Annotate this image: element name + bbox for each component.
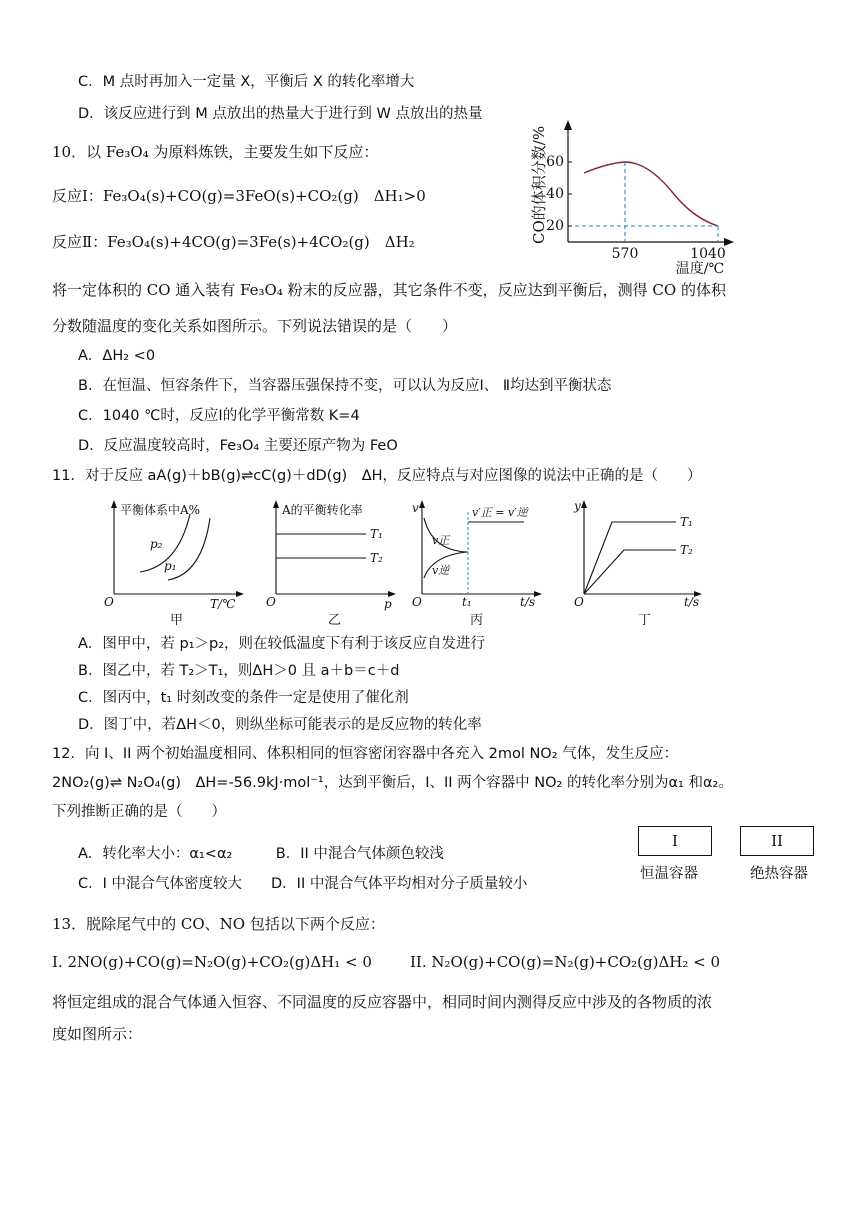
q11-option-a: A．图甲中，若 p₁＞p₂，则在较低温度下有利于该反应自发进行 [78, 636, 486, 652]
q12-options-ab: A．转化率大小：α₁<α₂ B．II 中混合气体颜色较浅 [78, 846, 444, 862]
yi-caption: 乙 [328, 613, 342, 626]
q10-stem: 10．以 Fe₃O₄ 为原料炼铁，主要发生如下反应： [52, 143, 379, 161]
q13-line1: 将恒定组成的混合气体通入恒容、不同温度的反应容器中，相同时间内测得反应中涉及的各物质的浓 [52, 993, 713, 1011]
bing-t1: t₁ [462, 595, 472, 609]
q11-option-d: D．图丁中，若ΔH＜0，则纵坐标可能表示的是反应物的转化率 [78, 717, 482, 733]
q13-stem: 13．脱除尾气中的 CO、NO 包括以下两个反应： [52, 915, 385, 933]
container-ii-label: 绝热容器 [750, 866, 808, 882]
bing-label-vn: v逆 [432, 564, 450, 577]
ding-line-t1 [584, 522, 676, 594]
bing-label-vz: v正 [432, 534, 450, 547]
ytick-40: 40 [546, 186, 564, 202]
y-axis-label: CO的体积分数/% [530, 125, 548, 244]
ding-xlabel: t/s [684, 595, 700, 609]
bing-xlabel: t/s [520, 595, 536, 609]
q10-desc-line2: 分数随温度的变化关系如图所示。下列说法错误的是（ ） [52, 317, 458, 335]
bing-eq-label: v′正 = v′逆 [472, 506, 528, 519]
xtick-570: 570 [611, 246, 639, 262]
q10-reaction-1: 反应Ⅰ：Fe₃O₄(s)+CO(g)=3FeO(s)+CO₂(g) ΔH₁>0 [52, 187, 426, 205]
jia-label-p1: p₁ [164, 559, 177, 573]
q10-option-c: C．1040 ℃时，反应Ⅰ的化学平衡常数 K=4 [78, 408, 360, 424]
ding-caption: 丁 [638, 613, 652, 626]
bing-caption: 丙 [470, 613, 484, 626]
q12-options-cd: C．I 中混合气体密度较大 D．II 中混合气体平均相对分子质量较小 [78, 876, 528, 892]
yi-label-t1: T₁ [370, 527, 383, 541]
jia-caption: 甲 [170, 613, 184, 626]
q12-line2: 2NO₂(g)⇌ N₂O₄(g) ΔH=-56.9kJ·mol⁻¹，达到平衡后，I、II 两个容器中 NO₂ 的转化率分别为α₁ 和α₂。 [52, 775, 733, 791]
q11-graph-jia [98, 498, 248, 626]
x-axis-arrow [724, 238, 734, 246]
yi-label-t2: T₂ [370, 551, 383, 565]
q13-line2: 度如图所示： [52, 1025, 143, 1043]
q11-option-b: B．图乙中，若 T₂＞T₁，则ΔH＞0 且 a＋b＝c＋d [78, 663, 400, 679]
q11-graph-yi [262, 498, 402, 626]
q11-graph-bing [406, 498, 550, 626]
ytick-60: 60 [546, 154, 564, 170]
q9-option-c: C．M 点时再加入一定量 X，平衡后 X 的转化率增大 [78, 74, 415, 90]
ding-origin: O [574, 595, 584, 609]
q11-option-c: C．图丙中，t₁ 时刻改变的条件一定是使用了催化剂 [78, 690, 409, 706]
x-axis-label: 温度/℃ [675, 261, 725, 277]
bing-origin: O [412, 595, 422, 609]
yi-origin: O [266, 595, 276, 609]
ding-label-t1: T₁ [680, 515, 693, 529]
ding-label-t2: T₂ [680, 543, 693, 557]
q10-co-fraction-chart [528, 118, 748, 278]
q12-line3: 下列推断正确的是（ ） [52, 804, 226, 820]
q10-option-a: A．ΔH₂ <0 [78, 348, 156, 364]
ding-line-t2 [584, 550, 676, 594]
jia-origin: O [104, 595, 114, 609]
y-axis-arrow [564, 120, 572, 130]
q10-option-b: B．在恒温、恒容条件下，当容器压强保持不变，可以认为反应Ⅰ、 Ⅱ均达到平衡状态 [78, 378, 612, 394]
jia-label-p2: p₂ [150, 537, 163, 551]
q13-reaction-1: I. 2NO(g)+CO(g)=N₂O(g)+CO₂(g)ΔH₁ < 0 [52, 953, 372, 971]
q9-option-d: D．该反应进行到 M 点放出的热量大于进行到 W 点放出的热量 [78, 106, 483, 122]
co-fraction-curve [584, 162, 718, 226]
container-i-label: 恒温容器 [640, 866, 698, 882]
q10-desc-line1: 将一定体积的 CO 通入装有 Fe₃O₄ 粉末的反应器，其它条件不变，反应达到平衡后，测得 CO 的体积 [52, 281, 726, 299]
q11-stem: 11．对于反应 aA(g)＋bB(g)⇌cC(g)＋dD(g) ΔH，反应特点与对应图像的说法中正确的是（ ） [52, 468, 702, 484]
jia-xlabel: T/℃ [210, 597, 236, 611]
yi-xlabel: p [384, 597, 392, 611]
q10-reaction-2: 反应Ⅱ：Fe₃O₄(s)+4CO(g)=3Fe(s)+4CO₂(g) ΔH₂ [52, 233, 415, 251]
yi-ylabel: A的平衡转化率 [282, 503, 363, 517]
q10-option-d: D．反应温度较高时，Fe₃O₄ 主要还原产物为 FeO [78, 438, 398, 454]
jia-ylabel: 平衡体系中A% [120, 503, 201, 517]
xtick-1040: 1040 [690, 246, 726, 262]
q13-reaction-2: II. N₂O(g)+CO(g)=N₂(g)+CO₂(g)ΔH₂ < 0 [410, 953, 721, 971]
q12-line1: 12．向 I、II 两个初始温度相同、体积相同的恒容密闭容器中各充入 2mol NO₂ 气体，发生反应： [52, 746, 679, 762]
q11-graph-ding [568, 498, 708, 626]
ytick-20: 20 [546, 218, 564, 234]
ding-ylabel: y [574, 499, 581, 513]
container-i-box: I [638, 826, 712, 856]
container-ii-box: II [740, 826, 814, 856]
bing-ylabel: v [412, 501, 419, 515]
